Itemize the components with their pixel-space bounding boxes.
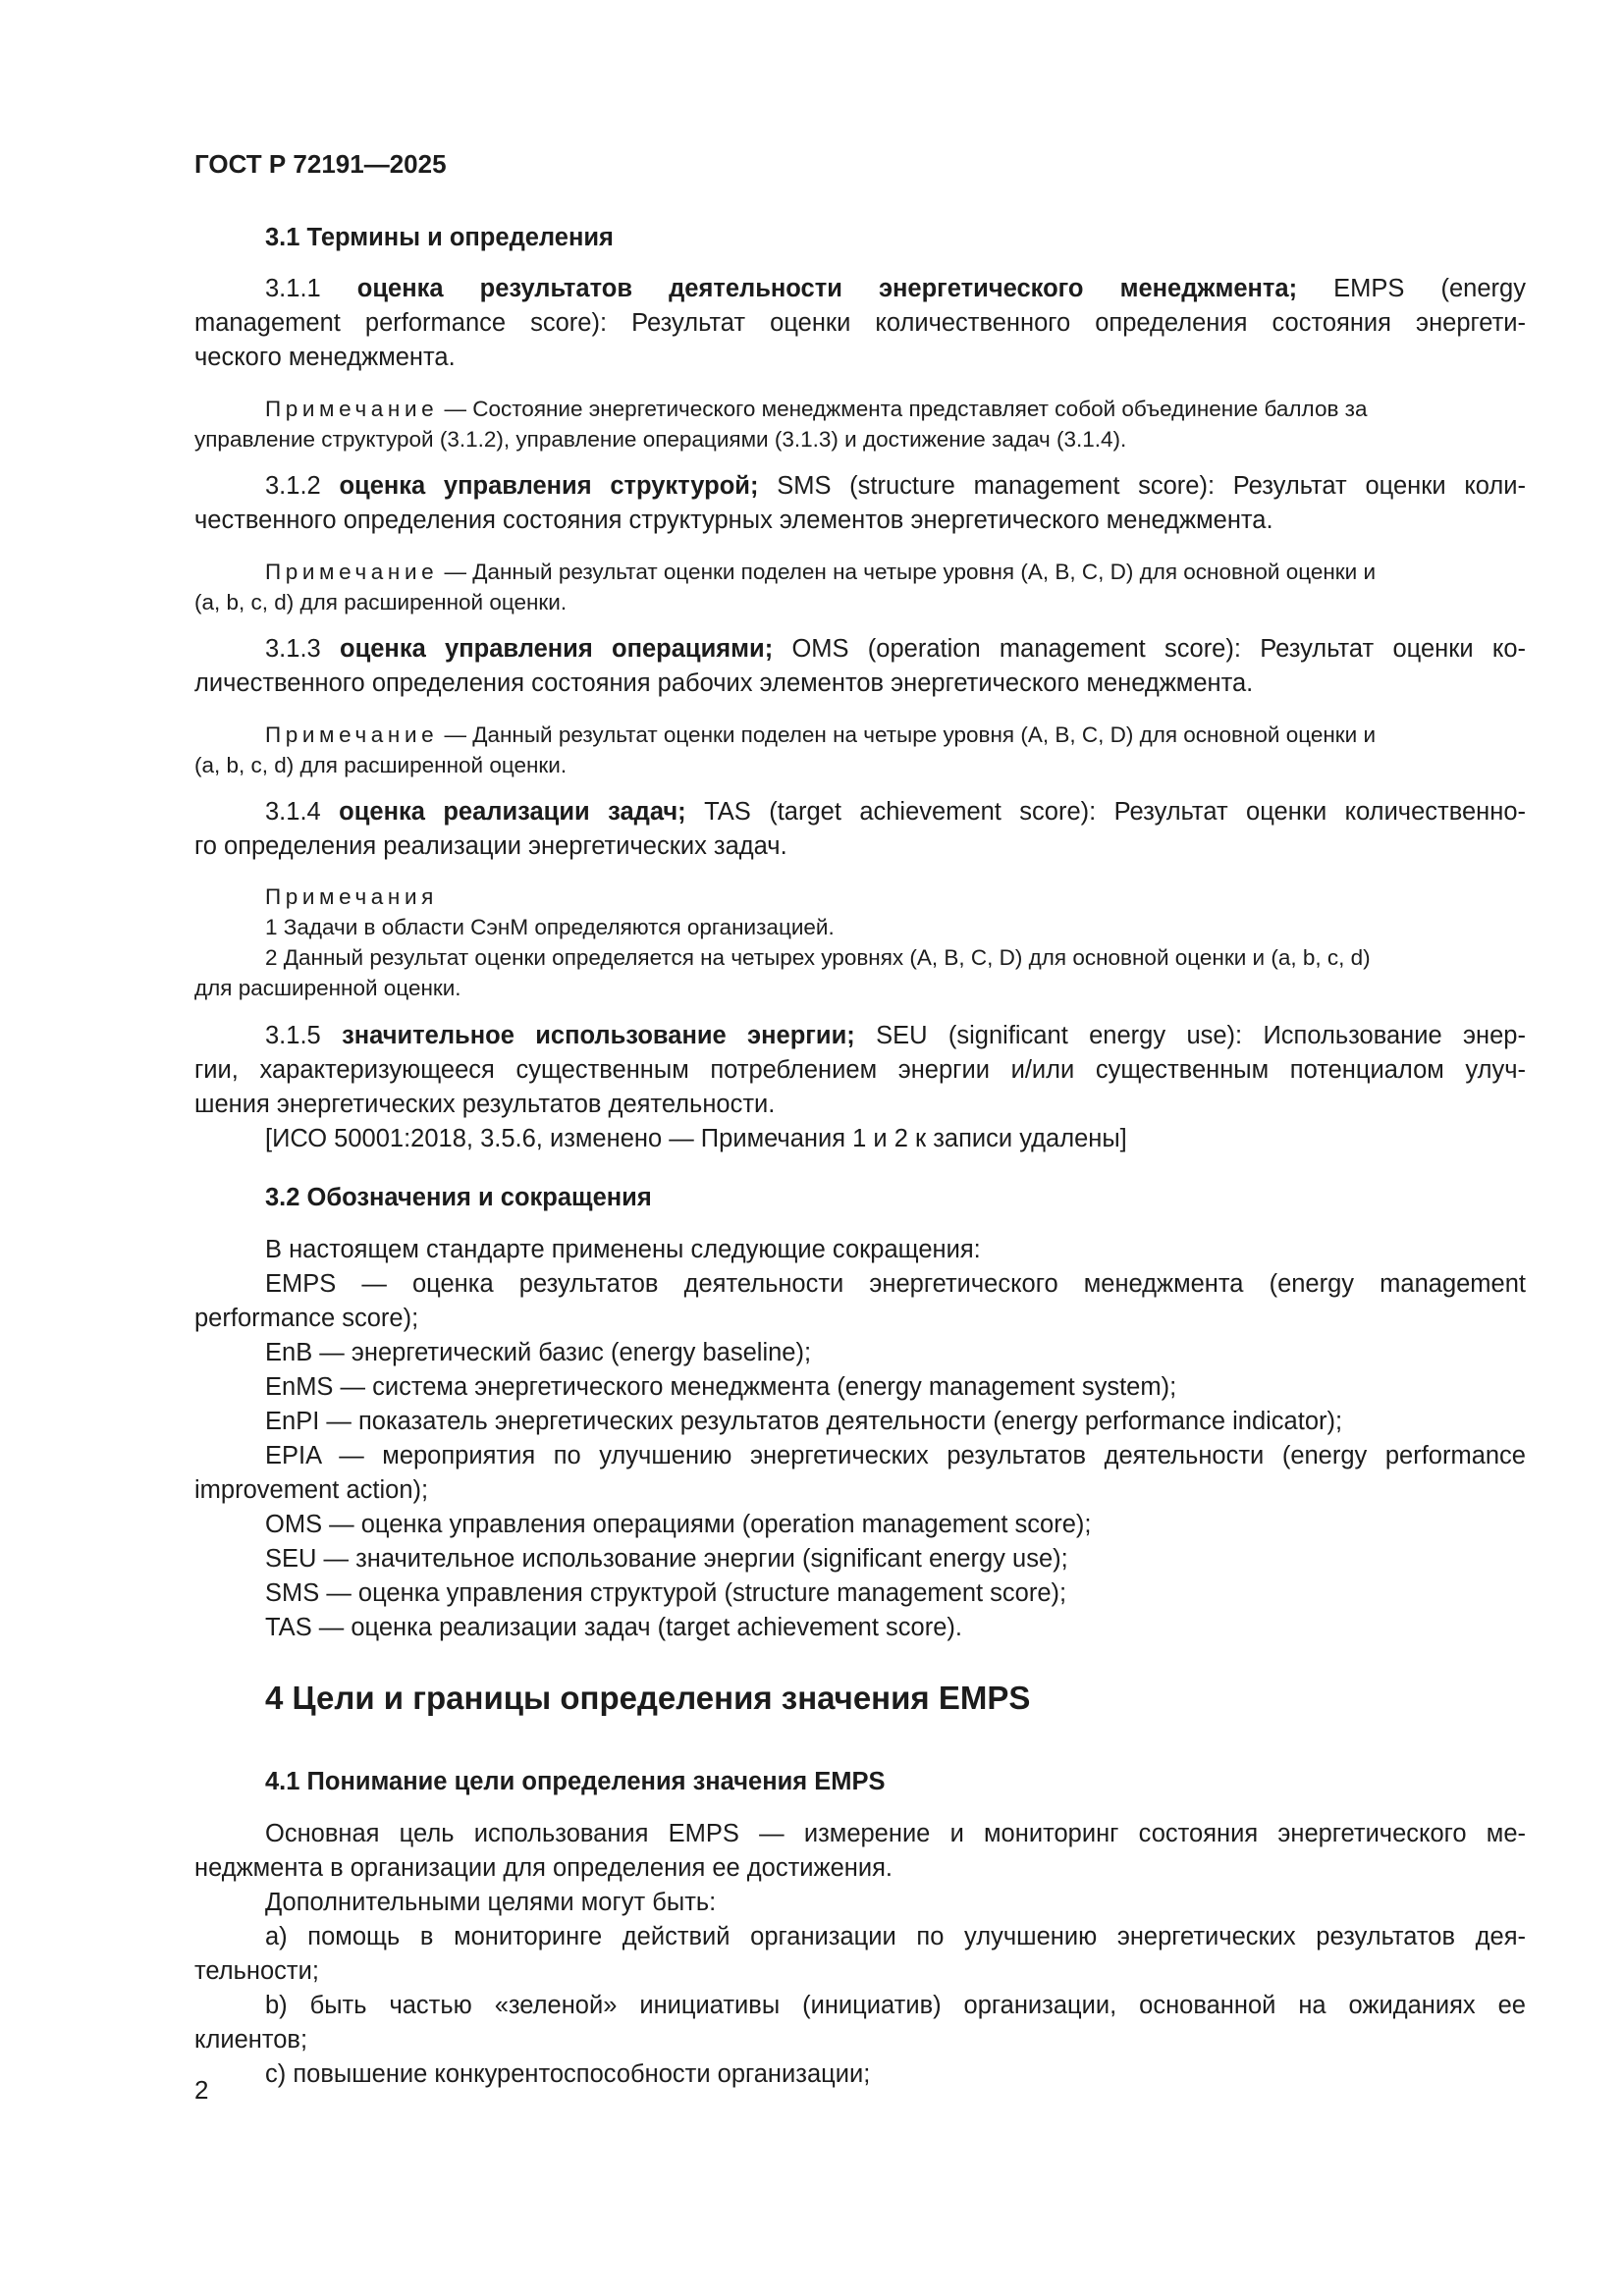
term-3-1-1-line1: [194, 272, 1526, 306]
abbreviations-list: [194, 1233, 1526, 1645]
term-3-1-4-line1: [194, 795, 1526, 829]
term-name: оценка управления структурой;: [339, 472, 759, 500]
note-text: — Состояние энергетического менеджмента представляет собой объединение баллов за: [438, 397, 1368, 421]
list-item-c: c) повышение конкурентоспособности организации;: [265, 2060, 871, 2088]
term-definition-line: шения энергетических результатов деятельности.: [194, 1091, 776, 1118]
term-number: 3.1.3: [265, 635, 321, 663]
abbreviation-epia-cont: improvement action);: [194, 1476, 429, 1504]
term-3-1-5-line1: [194, 1019, 1526, 1053]
term-3-1-3-line1: [194, 632, 1526, 667]
term-definition-start: SEU (significant energy use): Использование энер-: [854, 1022, 1526, 1049]
abbreviation-enb: EnB — энергетический базис (energy baseline);: [265, 1339, 812, 1366]
note-line: [194, 557, 1526, 587]
notes-label-line: [194, 881, 1526, 912]
abbreviation-oms: OMS — оценка управления операциями (operation management score);: [265, 1511, 1092, 1538]
note-label: Примечание: [265, 397, 439, 421]
note-text: — Данный результат оценки поделен на четыре уровня (A, B, C, D) для основной оценки и: [438, 722, 1377, 747]
list-item-b: b) быть частью «зеленой» инициативы (инициатив) организации, основанной на ожиданиях ее: [265, 1992, 1526, 2019]
abbreviation-enpi: EnPI — показатель энергетических результатов деятельности (energy performance indicator);: [265, 1408, 1343, 1435]
term-name: значительное использование энергии;: [342, 1022, 855, 1049]
term-definition-line: ческого менеджмента.: [194, 344, 456, 371]
term-definition-line: чественного определения состояния структурных элементов энергетического менеджмента.: [194, 507, 1273, 534]
abbreviation-enms: EnMS — система энергетического менеджмента (energy management system);: [265, 1373, 1177, 1401]
abbreviation-tas: TAS — оценка реализации задач (target achievement score).: [265, 1614, 962, 1641]
term-name: оценка реализации задач;: [339, 798, 686, 826]
term-3-1-2-line1: [194, 469, 1526, 504]
note-label: Примечание: [265, 560, 439, 584]
term-3-1-1-note: [194, 394, 1526, 454]
term-definition-start: OMS (operation management score): Результат оценки ко-: [773, 635, 1526, 663]
term-3-1-3: [194, 632, 1526, 701]
list-item-a-cont: тельности;: [194, 1957, 319, 1985]
term-source: [ИСО 50001:2018, 3.5.6, изменено — Примечания 1 и 2 к записи удалены]: [265, 1125, 1127, 1152]
term-3-1-3-note: [194, 720, 1526, 780]
term-3-1-4: [194, 795, 1526, 864]
standard-designation: ГОСТ Р 72191—2025: [194, 149, 447, 179]
section-4-1-heading: 4.1 Понимание цели определения значения EMPS: [265, 1768, 886, 1795]
note-line: (a, b, c, d) для расширенной оценки.: [194, 590, 568, 614]
term-number: 3.1.5: [265, 1022, 321, 1049]
paragraph-line: Основная цель использования EMPS — измерение и мониторинг состояния энергетического ме-: [265, 1820, 1526, 1847]
term-definition-line: гии, характеризующееся существенным потреблением энергии и/или существенным потенциалом улуч-: [194, 1056, 1526, 1084]
note-line: 1 Задачи в области СэнМ определяются организацией.: [265, 915, 835, 939]
term-definition-line: го определения реализации энергетических задач.: [194, 832, 787, 860]
term-3-1-5: [194, 1019, 1526, 1156]
abbreviation-seu: SEU — значительное использование энергии (significant energy use);: [265, 1545, 1068, 1573]
page-number: 2: [194, 2075, 209, 2105]
term-name: оценка управления операциями;: [340, 635, 774, 663]
paragraph-line: Дополнительными целями могут быть:: [265, 1889, 717, 1916]
note-line: для расширенной оценки.: [194, 976, 461, 1000]
paragraph-line: неджмента в организации для определения ее достижения.: [194, 1854, 893, 1882]
note-line: [194, 394, 1526, 424]
term-definition-line: личественного определения состояния рабочих элементов энергетического менеджмента.: [194, 669, 1254, 697]
abbreviations-intro: В настоящем стандарте применены следующие сокращения:: [265, 1236, 981, 1263]
abbreviation-epia: EPIA — мероприятия по улучшению энергетических результатов деятельности (energy performance: [265, 1442, 1526, 1469]
term-definition-start: TAS (target achievement score): Результат оценки количественно-: [685, 798, 1526, 826]
note-label: Примечание: [265, 722, 439, 747]
term-name: оценка результатов деятельности энергетического менеджмента;: [356, 275, 1298, 302]
abbreviation-emps-cont: performance score);: [194, 1305, 419, 1332]
term-3-1-1: [194, 272, 1526, 375]
term-number: 3.1.2: [265, 472, 321, 500]
notes-label: Примечания: [265, 884, 438, 909]
note-text: — Данный результат оценки поделен на четыре уровня (A, B, C, D) для основной оценки и: [438, 560, 1377, 584]
note-line: управление структурой (3.1.2), управление операциями (3.1.3) и достижение задач (3.1.4).: [194, 427, 1127, 452]
term-number: 3.1.4: [265, 798, 321, 826]
abbreviation-sms: SMS — оценка управления структурой (structure management score);: [265, 1579, 1067, 1607]
term-3-1-2: [194, 469, 1526, 538]
term-definition-start: SMS (structure management score): Результат оценки коли-: [758, 472, 1526, 500]
section-4-1-body: [194, 1817, 1526, 2092]
term-definition-line: management performance score): Результат оценки количественного определения состояния энергети-: [194, 309, 1526, 337]
note-line: (a, b, c, d) для расширенной оценки.: [194, 753, 568, 777]
section-4-heading: 4 Цели и границы определения значения EMPS: [265, 1680, 1031, 1716]
abbreviation-emps: EMPS — оценка результатов деятельности энергетического менеджмента (energy management: [265, 1270, 1526, 1298]
term-3-1-2-note: [194, 557, 1526, 617]
list-item-a: a) помощь в мониторинге действий организации по улучшению энергетических результатов дея-: [265, 1923, 1526, 1950]
note-line: [194, 720, 1526, 750]
note-line: 2 Данный результат оценки определяется на четырех уровнях (A, B, C, D) для основной оценки и (a, b, c, d): [265, 945, 1371, 970]
term-definition-start: EMPS (energy: [1297, 275, 1526, 302]
section-3-1-heading: 3.1 Термины и определения: [265, 224, 614, 251]
term-number: 3.1.1: [265, 275, 321, 302]
section-3-2-heading: 3.2 Обозначения и сокращения: [265, 1184, 652, 1211]
term-3-1-4-notes: [194, 881, 1526, 1003]
list-item-b-cont: клиентов;: [194, 2026, 308, 2054]
